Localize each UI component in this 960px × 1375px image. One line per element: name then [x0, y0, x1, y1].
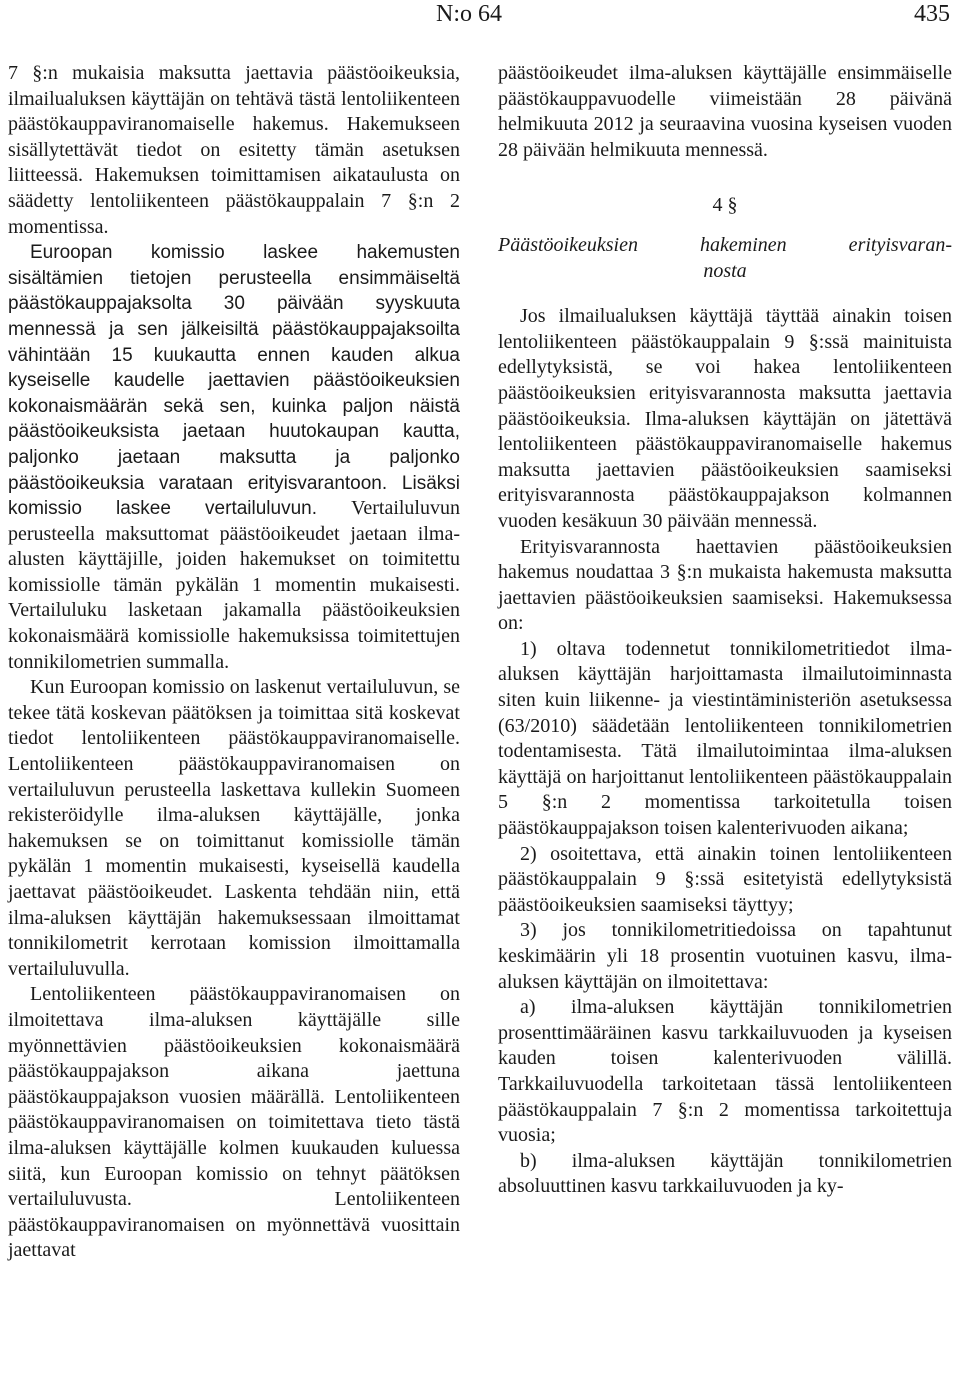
paragraph-text: Vertailuluvun perusteella maksuttomat päästöoikeudet jaetaan ilma-alusten käyttäjille, joiden hakemukset on toimitettu komissiolle tämän pykälän 1 momentin mukaisesti. Vertailuluku lasketaan jakamalla päästöoikeuksien kokonaismäärä komissiolle hakemuksissa toimitettujen tonnikilometrien summalla.	[8, 497, 460, 673]
section-number: 4 §	[712, 194, 738, 217]
list-item: 1) oltava todennetut tonnikilometritiedot ilma-aluksen käyttäjän harjoittamasta ilmailutoiminnasta siten kuin liikenne- ja viestintäministeriön asetuksessa (63/2010) säädetään lentoliikenteen tonnikilometrien todentamisesta. Tätä ilmailutoimintaa ilma-aluksen käyttäjä on harjoittanut lentoliikenteen päästökauppalain 5 §:n 2 momentissa tarkoitetulla toisen päästökauppajakson toisen kalenterivuoden aikana;	[498, 637, 952, 840]
list-item: a) ilma-aluksen käyttäjän tonnikilometrien prosenttimääräinen kasvu tarkkailuvuoden ja kyseisen kauden toisen kalenterivuoden välillä. Tarkkailuvuodella tarkoitetaan tässä lentoliikenteen päästökauppalain 7 §:n 2 momentissa tarkoitettuja vuosia;	[498, 996, 952, 1147]
section-title-line: nosta	[703, 259, 747, 282]
page-number: 435	[914, 1, 950, 27]
list-item: 3) jos tonnikilometritiedoissa on tapahtunut keskimäärin yli 18 prosentin vuotuinen kasvu, ilma-aluksen käyttäjän on ilmoitettava:	[498, 919, 952, 993]
list-item: 2) osoitettava, että ainakin toinen lentoliikenteen päästökauppalain 9 §:ssä esitetyistä edellytyksistä päästöoikeuksien saamiseksi täyttyy;	[498, 842, 952, 916]
paragraph: Lentoliikenteen päästökauppaviranomaisen on ilmoitettava ilma-aluksen käyttäjälle sille myönnettävien päästöoikeuksien kokonaismäärä päästökauppajakson aikana jaettuna päästökauppajakson vuosien määrällä. Lentoliikenteen päästökauppaviranomaisen on toimitettava tieto tästä ilma-aluksen käyttäjälle kolmen kuukauden kuluessa siitä, kun Euroopan komissio on tehnyt päätöksen vertailuluvusta. Lentoliikenteen päästökauppaviranomaisen on myönnettävä vuosittain jaettavat	[8, 983, 460, 1262]
paragraph: Erityisvarannosta haettavien päästöoikeuksien hakemus noudattaa 3 §:n mukaista hakemusta maksutta jaettavien päästöoikeuksien saamiseksi. Hakemuksessa on:	[498, 535, 952, 635]
paragraph: Jos ilmailualuksen käyttäjä täyttää ainakin toisen lentoliikenteen päästökauppalain 9 §:ssä mainituista edellytyksistä, se voi hakea lentoliikenteen päästöoikeuksien erityisvarannosta maksutta jaettavia päästöoikeuksia. Ilma-aluksen käyttäjän on jätettävä lentoliikenteen päästökauppaviranomaiselle hakemus maksutta jaettavien päästöoikeuksien saamiseksi erityisvarannosta päästökauppajakson kolmannen vuoden kesäkuun 30 päivään mennessä.	[498, 305, 952, 532]
paragraph-text: Euroopan komissio laskee hakemusten sisältämien tietojen perusteella ensimmäiseltä päästökauppajaksolta 30 päivään syyskuuta mennessä ja sen jälkeisiltä päästökauppajaksoilta vähintään 15 kuukautta ennen kauden alkua kyseiselle kaudelle jaettavien päästöoikeuksien kokonaismäärän sekä sen, kuinka paljon näistä päästöoikeuksista jaetaan huutokaupan kautta, paljonko jaetaan maksutta ja paljonko päästöoikeuksia varataan erityisvarantoon. Lisäksi komissio laskee vertailuluvun.	[8, 242, 460, 520]
page-header	[0, 0, 960, 36]
section-title	[498, 233, 952, 284]
section-title-line: Päästöoikeuksien hakeminen erityisvaran-	[498, 233, 952, 256]
paragraph	[8, 240, 460, 675]
list-item: b) ilma-aluksen käyttäjän tonnikilometrien absoluuttinen kasvu tarkkailuvuoden ja ky-	[498, 1149, 952, 1198]
paragraph: Kun Euroopan komissio on laskenut vertailuluvun, se tekee tätä koskevan päätöksen ja toimittaa sitä koskevat tiedot lentoliikenteen päästökauppaviranomaiselle. Lentoliikenteen päästökauppaviranomaisen on vertailuluvun perusteella laskettava kullekin Suomeen rekisteröidylle ilma-aluksen käyttäjälle, jonka hakemuksen se on toimittanut komissiolle tämän pykälän 1 momentin mukaisesti, kyseisellä kaudella jaettavat päästöoikeudet. Laskenta tehdään niin, että ilma-aluksen käyttäjän hakemuksessaan ilmoittamat tonnikilometrit kerrotaan komission ilmoittamalla vertailuluvulla.	[8, 676, 460, 980]
left-column	[8, 61, 460, 1264]
right-column	[498, 61, 952, 1200]
paragraph: 7 §:n mukaisia maksutta jaettavia päästöoikeuksia, ilmailualuksen käyttäjän on tehtävä tästä lentoliikenteen päästökauppaviranomaiselle hakemus. Hakemukseen sisällytettävät tiedot on esitetty tämän asetuksen liitteessä. Hakemuksen toimittamisen aikataulusta on säädetty lentoliikenteen päästökauppalain 7 §:n 2 momentissa.	[8, 62, 460, 238]
issue-number: N:o 64	[436, 1, 502, 27]
paragraph: päästöoikeudet ilma-aluksen käyttäjälle ensimmäiselle päästökauppavuodelle viimeistään 28 päivänä helmikuuta 2012 ja seuraavina vuosina kyseisen vuoden 28 päivään helmikuuta mennessä.	[498, 62, 952, 161]
